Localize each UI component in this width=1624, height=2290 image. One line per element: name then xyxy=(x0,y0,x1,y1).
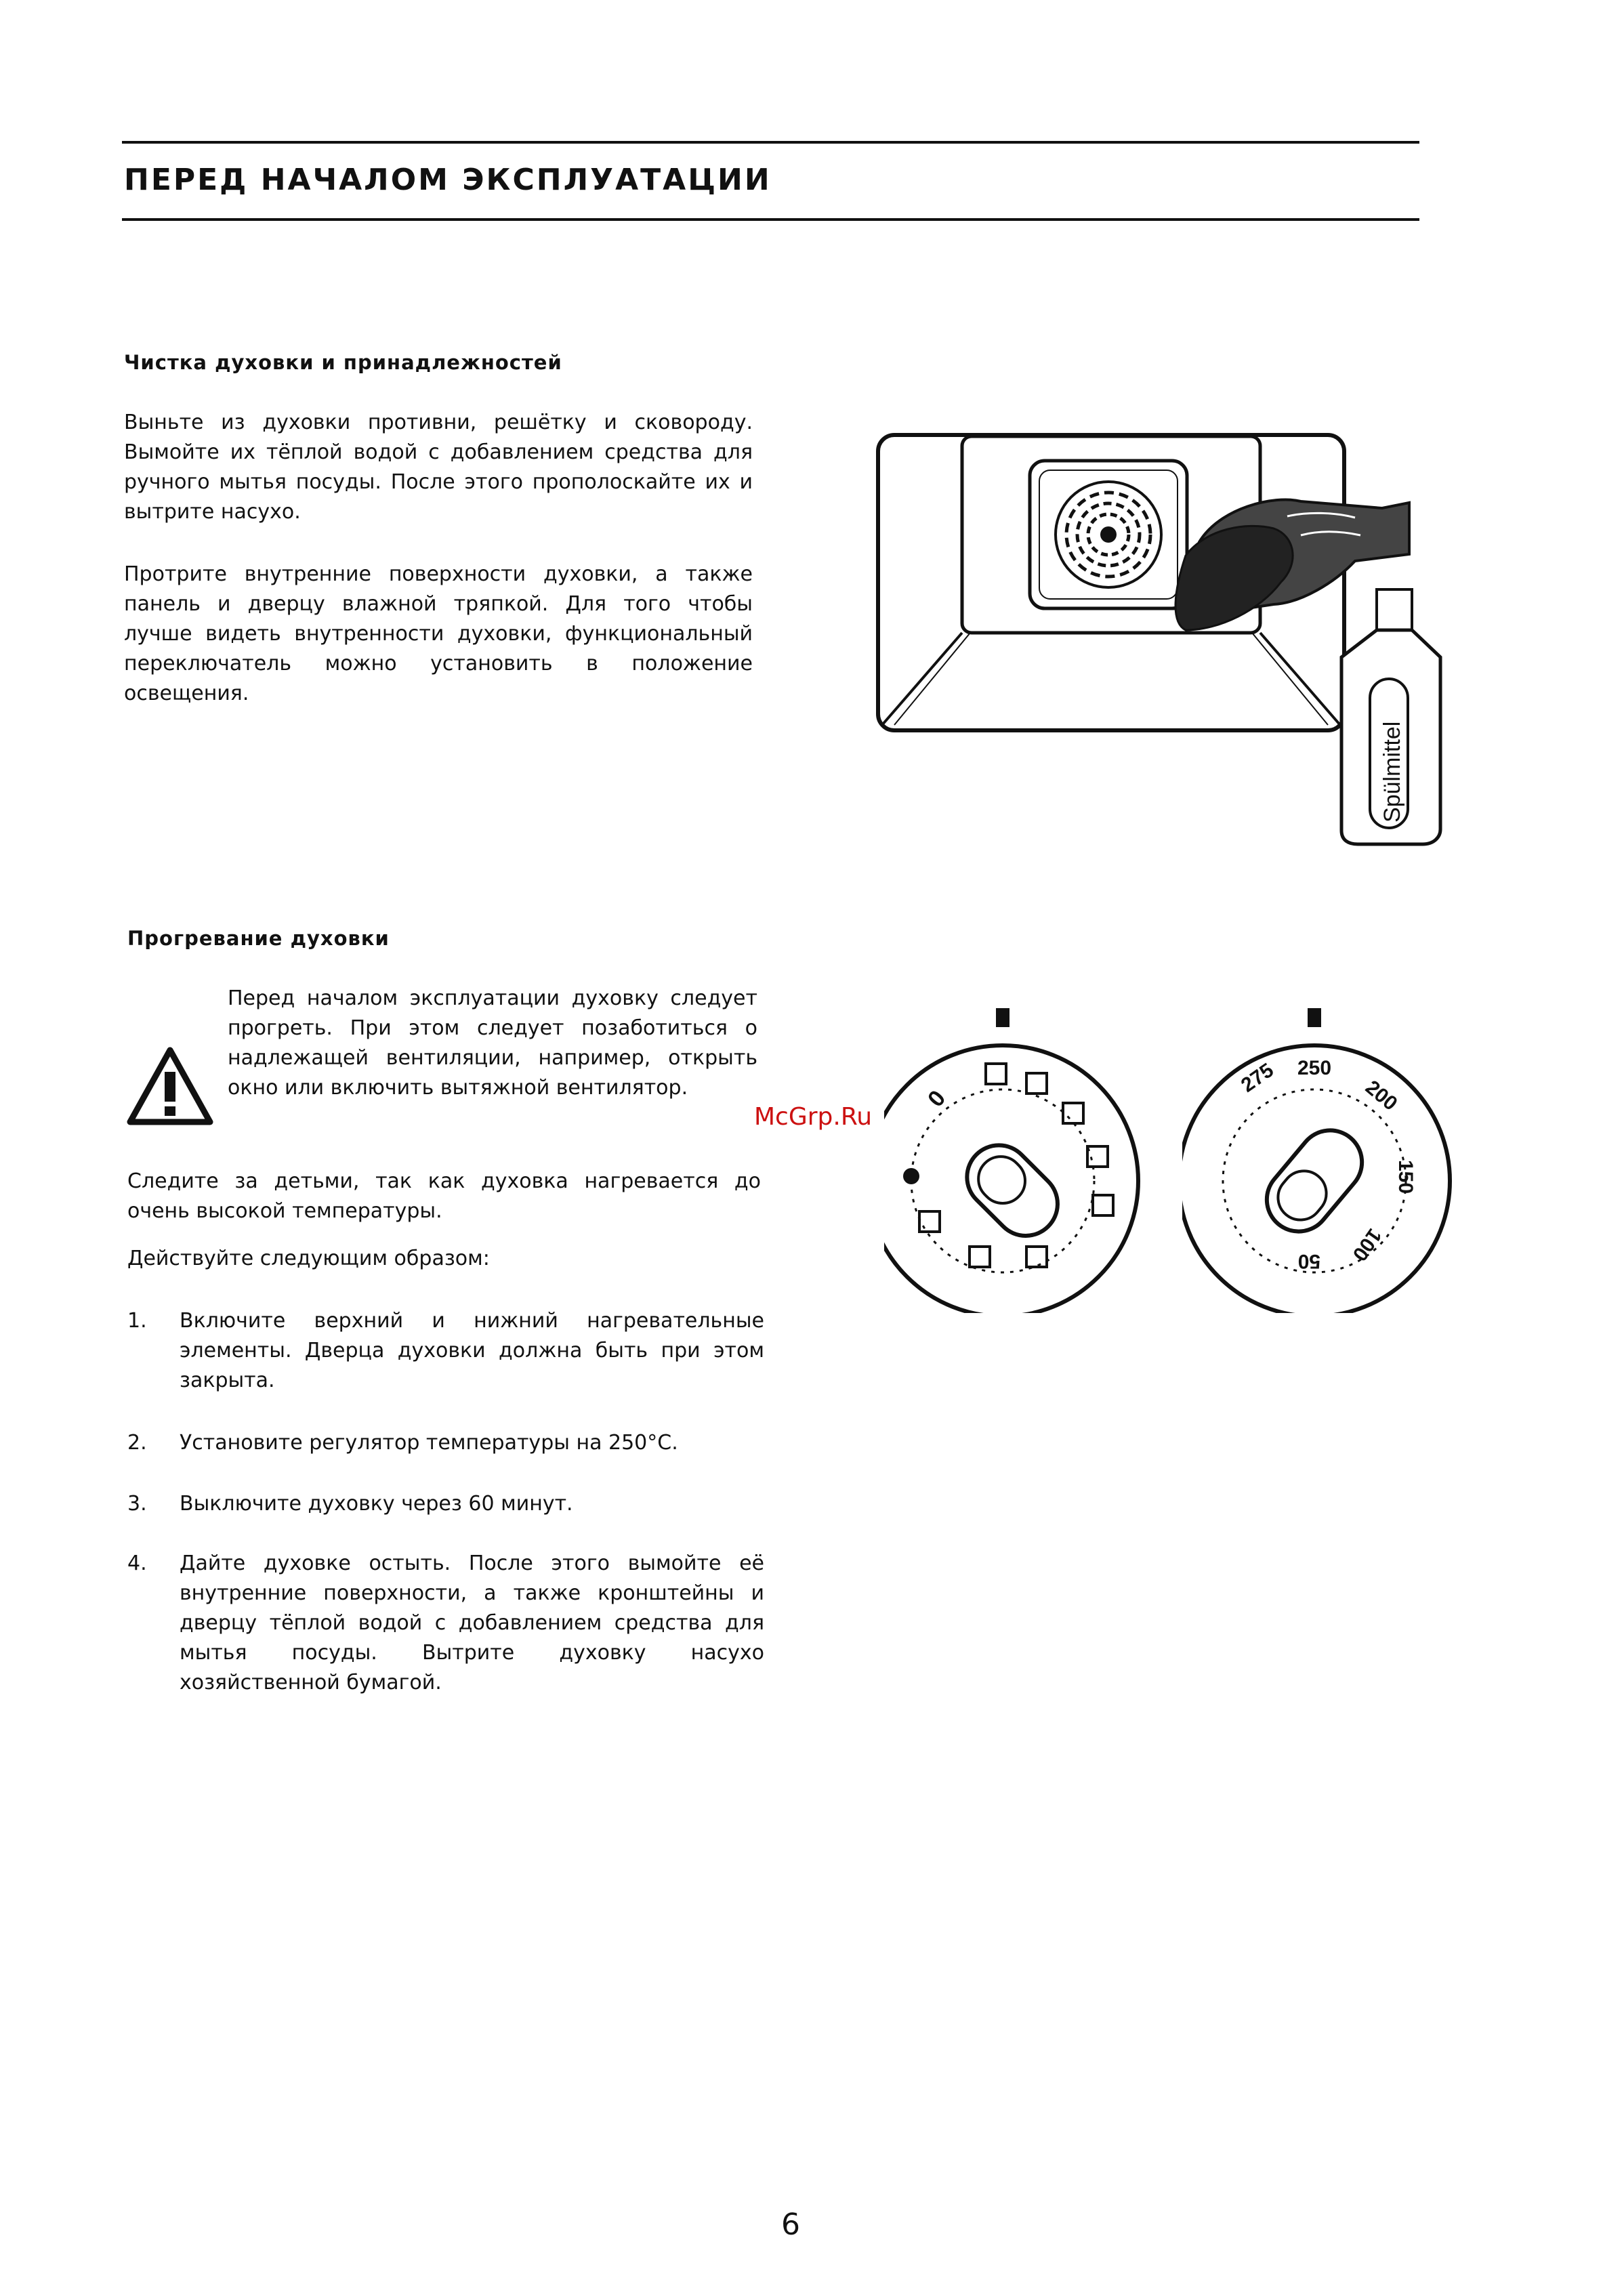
function-knob-handle xyxy=(954,1132,1071,1249)
cleaning-heading: Чистка духовки и принадлежностей xyxy=(124,351,562,374)
oven-cleaning-illustration xyxy=(867,427,1463,847)
fan-mode-symbol xyxy=(986,1064,1006,1084)
step-text: Дайте духовке остыть. После этого вымойте её внутренние поверхности, а также кронштейны и дверцу тёплой водой с добавлением средства для мытья посуды. Вытрите духовку насухо хозяйственной бумагой. xyxy=(180,1552,764,1694)
step-number: 1. xyxy=(127,1309,147,1333)
defrost-symbol xyxy=(970,1247,990,1267)
temp-mark-50: 50 xyxy=(1297,1250,1320,1272)
step-text: Выключите духовку через 60 минут. xyxy=(180,1492,573,1516)
top-bottom-heat-symbol xyxy=(1093,1195,1113,1215)
children-note: Следите за детьми, так как духовка нагревается до очень высокой температуры. xyxy=(127,1169,761,1223)
cleaning-paragraph-2: Протрите внутренние поверхности духовки, а также панель и дверцу влажной тряпкой. Для того чтобы лучше видеть внутренности духовки, функциональный переключатель можно установить в положение освещения. xyxy=(124,562,753,705)
watermark: McGrp.Ru xyxy=(754,1103,873,1131)
header-rule-top xyxy=(122,141,1419,144)
step-text: Включите верхний и нижний нагревательные элементы. Дверца духовки должна быть при этом закрыта. xyxy=(180,1309,764,1392)
temp-mark-275: 275 xyxy=(1236,1059,1278,1097)
warning-icon xyxy=(126,1046,214,1126)
fan-icon xyxy=(1056,482,1161,587)
function-zero-label: 0 xyxy=(923,1085,951,1112)
bottom-heat-symbol xyxy=(1087,1146,1108,1167)
step-3 xyxy=(127,1489,764,1519)
step-number: 4. xyxy=(127,1552,147,1575)
function-knob-pointer-dot xyxy=(903,1168,919,1184)
detergent-bottle-icon xyxy=(1341,589,1440,844)
temp-mark-150: 150 xyxy=(1394,1160,1417,1194)
light-symbol xyxy=(1026,1247,1047,1267)
step-text: Установите регулятор температуры на 250°С. xyxy=(180,1431,678,1455)
temp-mark-100: 100 xyxy=(1348,1224,1386,1266)
instructions-intro: Действуйте следующим образом: xyxy=(127,1247,490,1270)
step-number: 2. xyxy=(127,1431,147,1455)
step-2 xyxy=(127,1428,764,1458)
temp-mark-250: 250 xyxy=(1297,1057,1332,1079)
page-number: 6 xyxy=(781,2207,800,2242)
hand-with-cloth-icon xyxy=(1175,500,1409,631)
temp-mark-200: 200 xyxy=(1361,1076,1402,1115)
temperature-knob-handle xyxy=(1254,1117,1375,1245)
function-knob-marker xyxy=(996,1008,1009,1027)
bottle-label: Spülmittel xyxy=(1379,721,1405,823)
pizza-symbol xyxy=(919,1211,940,1232)
page-title: ПЕРЕД НАЧАЛОМ ЭКСПЛУАТАЦИИ xyxy=(124,163,772,197)
step-4 xyxy=(127,1549,764,1698)
temperature-knob-marker xyxy=(1308,1008,1321,1027)
cleaning-paragraph-1: Выньте из духовки противни, решётку и сковороду. Вымойте их тёплой водой с добавлением средства для ручного мытья посуды. После этого прополоскайте их и вытрите насухо. xyxy=(124,411,753,524)
temperature-knob xyxy=(1182,995,1467,1313)
grill-symbol xyxy=(1063,1103,1083,1123)
function-selector-knob xyxy=(884,995,1169,1313)
preheat-warning: Перед началом эксплуатации духовку следует прогреть. При этом следует позаботиться о надлежащей вентиляции, например, открыть окно или включить вытяжной вентилятор. xyxy=(228,986,757,1100)
preheat-heading: Прогревание духовки xyxy=(127,927,390,950)
step-1 xyxy=(127,1306,764,1396)
step-number: 3. xyxy=(127,1492,147,1516)
top-heat-symbol xyxy=(1026,1073,1047,1094)
header-rule-bottom xyxy=(122,218,1419,221)
